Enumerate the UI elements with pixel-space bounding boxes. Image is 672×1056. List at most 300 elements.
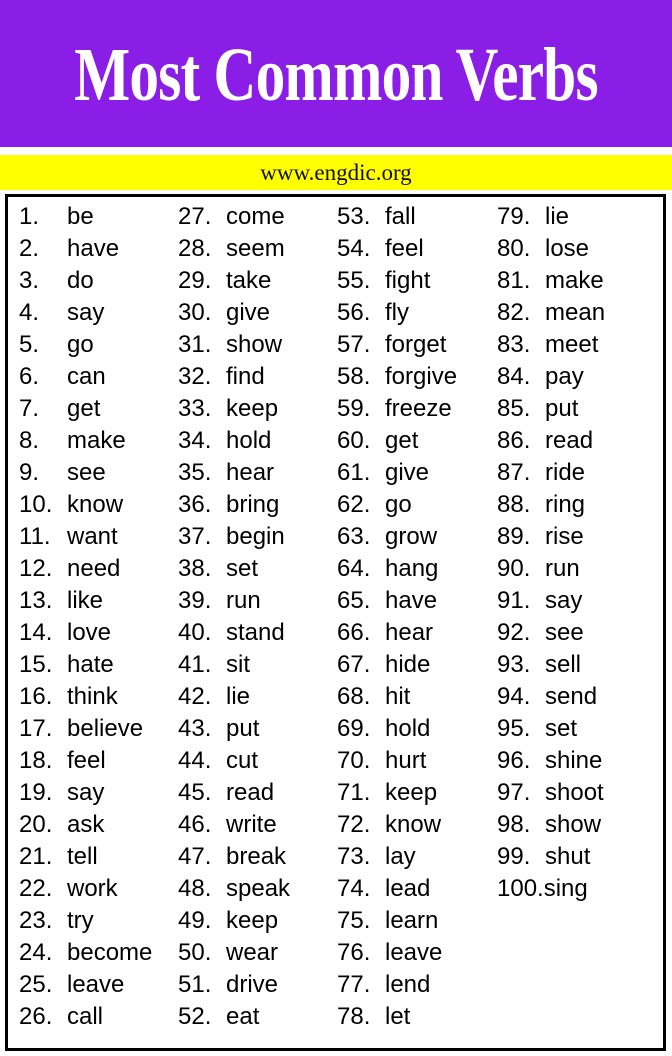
verb-list-item bbox=[19, 329, 152, 361]
verb-word: bring bbox=[226, 491, 280, 518]
verb-number: 13. bbox=[19, 587, 53, 614]
verb-list-item bbox=[337, 1001, 457, 1033]
verb-word: lie bbox=[226, 683, 251, 710]
verb-word: work bbox=[67, 875, 118, 902]
verb-word: sell bbox=[545, 651, 582, 678]
verb-number: 65. bbox=[337, 587, 371, 614]
verb-list-item bbox=[178, 649, 290, 681]
verb-number: 88. bbox=[497, 491, 531, 518]
verb-word: tell bbox=[67, 843, 98, 870]
verb-list-item bbox=[337, 585, 457, 617]
verb-number: 16. bbox=[19, 683, 53, 710]
verb-word: feel bbox=[67, 747, 106, 774]
verb-list-item bbox=[178, 265, 290, 297]
verb-number: 53. bbox=[337, 203, 371, 230]
verb-number: 76. bbox=[337, 939, 371, 966]
verb-list-item bbox=[497, 681, 605, 713]
verb-number: 91. bbox=[497, 587, 531, 614]
verb-list-item bbox=[19, 745, 152, 777]
verb-word: cut bbox=[226, 747, 259, 774]
verb-word: pay bbox=[545, 363, 584, 390]
verb-number: 52. bbox=[178, 1003, 212, 1030]
verb-word: call bbox=[67, 1003, 104, 1030]
verb-number: 90. bbox=[497, 555, 531, 582]
verb-list-item bbox=[497, 809, 605, 841]
verb-number: 7. bbox=[19, 395, 40, 422]
verb-list-item bbox=[178, 489, 290, 521]
verb-list-item bbox=[19, 553, 152, 585]
verb-number: 8. bbox=[19, 427, 40, 454]
verb-list-item bbox=[178, 361, 290, 393]
verb-list-item bbox=[337, 841, 457, 873]
verb-number: 22. bbox=[19, 875, 53, 902]
verb-list-item bbox=[19, 201, 152, 233]
verb-list-item bbox=[178, 425, 290, 457]
verb-number: 73. bbox=[337, 843, 371, 870]
verb-number: 60. bbox=[337, 427, 371, 454]
verb-word: ring bbox=[545, 491, 586, 518]
verb-word: go bbox=[385, 491, 412, 518]
verb-list-item bbox=[178, 329, 290, 361]
verb-list-item bbox=[337, 873, 457, 905]
verb-word: hang bbox=[385, 555, 439, 582]
verb-list-item bbox=[178, 905, 290, 937]
website-bar bbox=[0, 155, 672, 190]
verb-number: 12. bbox=[19, 555, 53, 582]
verb-word: meet bbox=[545, 331, 599, 358]
verb-word: show bbox=[545, 811, 602, 838]
verb-word: know bbox=[385, 811, 442, 838]
verb-word: hurt bbox=[385, 747, 427, 774]
verb-word: want bbox=[67, 523, 118, 550]
verb-list-item bbox=[497, 713, 605, 745]
verb-word: put bbox=[545, 395, 579, 422]
verb-word: know bbox=[67, 491, 124, 518]
verb-number: 30. bbox=[178, 299, 212, 326]
verb-list-item bbox=[19, 841, 152, 873]
verb-word: hold bbox=[385, 715, 431, 742]
verb-list-item bbox=[337, 809, 457, 841]
verb-word: like bbox=[67, 587, 104, 614]
verb-list-item bbox=[19, 905, 152, 937]
verb-list-item bbox=[337, 393, 457, 425]
verb-number: 84. bbox=[497, 363, 531, 390]
verb-word: hide bbox=[385, 651, 431, 678]
verb-column-3 bbox=[337, 201, 457, 1033]
verb-word: read bbox=[226, 779, 275, 806]
verb-number: 3. bbox=[19, 267, 40, 294]
verb-list-item bbox=[497, 841, 605, 873]
verb-word: put bbox=[226, 715, 260, 742]
verb-number: 56. bbox=[337, 299, 371, 326]
verb-number: 57. bbox=[337, 331, 371, 358]
verb-word: run bbox=[545, 555, 580, 582]
verb-word: lose bbox=[545, 235, 590, 262]
verb-word: hit bbox=[385, 683, 411, 710]
verb-number: 23. bbox=[19, 907, 53, 934]
verb-list-item bbox=[497, 265, 605, 297]
verb-list-item bbox=[497, 361, 605, 393]
verb-list-item bbox=[337, 777, 457, 809]
verb-number: 98. bbox=[497, 811, 531, 838]
verb-list-item bbox=[337, 937, 457, 969]
verb-word: let bbox=[385, 1003, 411, 1030]
verb-word: keep bbox=[226, 395, 279, 422]
verb-list-item bbox=[337, 745, 457, 777]
verb-word: rise bbox=[545, 523, 584, 550]
verb-word: do bbox=[67, 267, 94, 294]
verb-list-item bbox=[178, 617, 290, 649]
verb-word: need bbox=[67, 555, 121, 582]
verb-number: 25. bbox=[19, 971, 53, 998]
verb-word: mean bbox=[545, 299, 606, 326]
verb-number: 28. bbox=[178, 235, 212, 262]
verb-number: 96. bbox=[497, 747, 531, 774]
verb-number: 39. bbox=[178, 587, 212, 614]
verb-word: leave bbox=[385, 939, 443, 966]
verb-list-item bbox=[19, 585, 152, 617]
verb-list-item bbox=[337, 905, 457, 937]
verb-number: 20. bbox=[19, 811, 53, 838]
verb-number: 67. bbox=[337, 651, 371, 678]
verb-number: 40. bbox=[178, 619, 212, 646]
verb-list-item bbox=[497, 873, 605, 905]
verb-word: shut bbox=[545, 843, 591, 870]
verb-list-item bbox=[19, 1001, 152, 1033]
verb-list-item bbox=[497, 521, 605, 553]
verb-number: 75. bbox=[337, 907, 371, 934]
verb-list-item bbox=[19, 265, 152, 297]
verb-word: give bbox=[226, 299, 271, 326]
verb-number: 19. bbox=[19, 779, 53, 806]
verb-number: 26. bbox=[19, 1003, 53, 1030]
verb-word: say bbox=[67, 779, 105, 806]
verb-word: get bbox=[67, 395, 101, 422]
verb-word: learn bbox=[385, 907, 439, 934]
verb-word: see bbox=[545, 619, 584, 646]
verb-number: 27. bbox=[178, 203, 212, 230]
verb-list-item bbox=[178, 233, 290, 265]
verb-word: find bbox=[226, 363, 265, 390]
verb-word: make bbox=[67, 427, 126, 454]
verb-word: shine bbox=[545, 747, 603, 774]
verb-number: 64. bbox=[337, 555, 371, 582]
verb-list-item bbox=[19, 649, 152, 681]
verb-number: 18. bbox=[19, 747, 53, 774]
verb-word: hate bbox=[67, 651, 114, 678]
verb-word: sing bbox=[543, 875, 588, 902]
verb-number: 71. bbox=[337, 779, 371, 806]
verb-number: 51. bbox=[178, 971, 212, 998]
verb-word: hear bbox=[226, 459, 275, 486]
verb-number: 36. bbox=[178, 491, 212, 518]
verb-list-item bbox=[497, 489, 605, 521]
verb-list-item bbox=[178, 745, 290, 777]
verb-number: 87. bbox=[497, 459, 531, 486]
verb-word: fly bbox=[385, 299, 409, 326]
verb-word: drive bbox=[226, 971, 279, 998]
verb-number: 89. bbox=[497, 523, 531, 550]
verb-list-item bbox=[19, 489, 152, 521]
verb-word: feel bbox=[385, 235, 424, 262]
verb-number: 11. bbox=[19, 523, 51, 550]
verb-word: give bbox=[385, 459, 430, 486]
verb-list-item bbox=[178, 201, 290, 233]
verb-list-item bbox=[337, 617, 457, 649]
verb-word: ride bbox=[545, 459, 586, 486]
verb-list-item bbox=[178, 841, 290, 873]
verb-word: set bbox=[226, 555, 259, 582]
verb-number: 38. bbox=[178, 555, 212, 582]
verb-number: 24. bbox=[19, 939, 53, 966]
verb-word: sit bbox=[226, 651, 250, 678]
verb-word: try bbox=[67, 907, 94, 934]
verb-word: go bbox=[67, 331, 94, 358]
verb-number: 48. bbox=[178, 875, 212, 902]
verb-number: 93. bbox=[497, 651, 531, 678]
verb-word: make bbox=[545, 267, 604, 294]
verb-number: 33. bbox=[178, 395, 212, 422]
verb-list-box bbox=[5, 194, 666, 1051]
verb-list-item bbox=[497, 457, 605, 489]
verb-number: 81. bbox=[497, 267, 531, 294]
verb-number: 83. bbox=[497, 331, 531, 358]
verb-number: 68. bbox=[337, 683, 371, 710]
verb-number: 49. bbox=[178, 907, 212, 934]
verb-list-item bbox=[497, 297, 605, 329]
verb-list-item bbox=[337, 201, 457, 233]
verb-list-item bbox=[497, 745, 605, 777]
verb-list-item bbox=[337, 489, 457, 521]
verb-number: 34. bbox=[178, 427, 212, 454]
verb-list-item bbox=[19, 969, 152, 1001]
verb-number: 44. bbox=[178, 747, 212, 774]
verb-word: stand bbox=[226, 619, 285, 646]
verb-list-item bbox=[19, 809, 152, 841]
verb-list-item bbox=[19, 233, 152, 265]
verb-word: wear bbox=[226, 939, 279, 966]
verb-word: keep bbox=[226, 907, 279, 934]
verb-list-item bbox=[497, 393, 605, 425]
verb-number: 72. bbox=[337, 811, 371, 838]
verb-list-item bbox=[337, 649, 457, 681]
verb-number: 54. bbox=[337, 235, 371, 262]
verb-word: send bbox=[545, 683, 598, 710]
verb-word: speak bbox=[226, 875, 291, 902]
verb-number: 62. bbox=[337, 491, 371, 518]
verb-list-item bbox=[337, 969, 457, 1001]
verb-list-item bbox=[178, 681, 290, 713]
verb-word: believe bbox=[67, 715, 144, 742]
verb-number: 42. bbox=[178, 683, 212, 710]
verb-column-1 bbox=[19, 201, 152, 1033]
verb-word: have bbox=[385, 587, 438, 614]
verb-word: grow bbox=[385, 523, 438, 550]
verb-list-item bbox=[178, 937, 290, 969]
verb-list-item bbox=[178, 393, 290, 425]
verb-number: 6. bbox=[19, 363, 40, 390]
verb-word: see bbox=[67, 459, 106, 486]
verb-word: begin bbox=[226, 523, 285, 550]
verb-list-item bbox=[337, 329, 457, 361]
verb-number: 32. bbox=[178, 363, 212, 390]
verb-word: become bbox=[67, 939, 153, 966]
verb-word: keep bbox=[385, 779, 438, 806]
verb-word: lead bbox=[385, 875, 431, 902]
verb-word: run bbox=[226, 587, 261, 614]
verb-number: 70. bbox=[337, 747, 371, 774]
verb-list-item bbox=[497, 649, 605, 681]
verb-number: 61. bbox=[337, 459, 371, 486]
verb-word: forgive bbox=[385, 363, 458, 390]
verb-number: 79. bbox=[497, 203, 531, 230]
verb-list-item bbox=[178, 521, 290, 553]
verb-list-item bbox=[178, 969, 290, 1001]
verb-column-2 bbox=[178, 201, 290, 1033]
verb-word: think bbox=[67, 683, 118, 710]
verb-number: 15. bbox=[19, 651, 53, 678]
verb-word: lay bbox=[385, 843, 416, 870]
verb-word: ask bbox=[67, 811, 105, 838]
verb-list-item bbox=[178, 457, 290, 489]
verb-number: 43. bbox=[178, 715, 212, 742]
verb-list-item bbox=[19, 297, 152, 329]
verb-list-item bbox=[337, 297, 457, 329]
verb-word: read bbox=[545, 427, 594, 454]
verb-list-item bbox=[19, 521, 152, 553]
verb-word: be bbox=[67, 203, 94, 230]
verb-number: 82. bbox=[497, 299, 531, 326]
verb-list-item bbox=[337, 713, 457, 745]
verb-number: 63. bbox=[337, 523, 371, 550]
verb-list-item bbox=[19, 617, 152, 649]
verb-word: fall bbox=[385, 203, 416, 230]
verb-list-item bbox=[497, 585, 605, 617]
verb-list-item bbox=[337, 265, 457, 297]
verb-number: 41. bbox=[178, 651, 212, 678]
verb-number: 45. bbox=[178, 779, 212, 806]
verb-number: 46. bbox=[178, 811, 212, 838]
website-url: www.engdic.org bbox=[260, 160, 412, 185]
verb-number: 1. bbox=[19, 203, 40, 230]
verb-list-item bbox=[337, 457, 457, 489]
verb-word: say bbox=[67, 299, 105, 326]
verb-number: 29. bbox=[178, 267, 212, 294]
verb-word: seem bbox=[226, 235, 285, 262]
verb-column-4 bbox=[497, 201, 605, 905]
verb-number: 92. bbox=[497, 619, 531, 646]
verb-word: set bbox=[545, 715, 578, 742]
verb-number: 80. bbox=[497, 235, 531, 262]
verb-list-item bbox=[337, 361, 457, 393]
verb-number: 78. bbox=[337, 1003, 371, 1030]
verb-list-item bbox=[337, 681, 457, 713]
verb-number: 99. bbox=[497, 843, 531, 870]
verb-list-item bbox=[497, 201, 605, 233]
verb-list-item bbox=[19, 713, 152, 745]
verb-word: shoot bbox=[545, 779, 604, 806]
verb-list-item bbox=[497, 425, 605, 457]
verb-word: write bbox=[226, 811, 277, 838]
verb-number: 50. bbox=[178, 939, 212, 966]
verb-list-item bbox=[178, 585, 290, 617]
verb-list-item bbox=[337, 233, 457, 265]
verb-list-item bbox=[19, 425, 152, 457]
verb-word: lie bbox=[545, 203, 570, 230]
verb-word: forget bbox=[385, 331, 447, 358]
verb-word: hold bbox=[226, 427, 272, 454]
verb-word: can bbox=[67, 363, 106, 390]
verb-list-item bbox=[337, 425, 457, 457]
verb-number: 31. bbox=[178, 331, 212, 358]
verb-number: 55. bbox=[337, 267, 371, 294]
verb-word: hear bbox=[385, 619, 434, 646]
verb-list-item bbox=[19, 777, 152, 809]
verb-number: 4. bbox=[19, 299, 40, 326]
verb-list-item bbox=[497, 233, 605, 265]
verb-list-item bbox=[19, 937, 152, 969]
verb-list-item bbox=[178, 553, 290, 585]
verb-word: have bbox=[67, 235, 120, 262]
verb-number: 35. bbox=[178, 459, 212, 486]
verb-list-item bbox=[497, 777, 605, 809]
verb-number: 14. bbox=[19, 619, 53, 646]
verb-word: fight bbox=[385, 267, 431, 294]
verb-number: 21. bbox=[19, 843, 53, 870]
verb-number: 5. bbox=[19, 331, 40, 358]
verb-list-item bbox=[178, 809, 290, 841]
verb-list-item bbox=[497, 553, 605, 585]
verb-list-item bbox=[19, 457, 152, 489]
verb-list-item bbox=[337, 521, 457, 553]
verb-number: 66. bbox=[337, 619, 371, 646]
verb-word: love bbox=[67, 619, 112, 646]
verb-word: come bbox=[226, 203, 285, 230]
verb-number: 74. bbox=[337, 875, 371, 902]
verb-number: 59. bbox=[337, 395, 371, 422]
verb-list-item bbox=[337, 553, 457, 585]
verb-word: lend bbox=[385, 971, 431, 998]
verb-number: 10. bbox=[19, 491, 53, 518]
verb-list-item bbox=[178, 1001, 290, 1033]
verb-number: 95. bbox=[497, 715, 531, 742]
page-title: Most Common Verbs bbox=[74, 33, 598, 117]
verb-number: 9. bbox=[19, 459, 40, 486]
verb-number: 37. bbox=[178, 523, 212, 550]
verb-list-item bbox=[178, 713, 290, 745]
verb-word: eat bbox=[226, 1003, 260, 1030]
verb-number: 77. bbox=[337, 971, 371, 998]
verb-word: take bbox=[226, 267, 272, 294]
verb-list-item bbox=[178, 297, 290, 329]
verb-list-item bbox=[19, 393, 152, 425]
verb-number: 94. bbox=[497, 683, 531, 710]
verb-word: leave bbox=[67, 971, 125, 998]
verb-word: show bbox=[226, 331, 283, 358]
verb-word: say bbox=[545, 587, 583, 614]
verb-number: 97. bbox=[497, 779, 531, 806]
title-banner bbox=[0, 0, 672, 147]
verb-list-item bbox=[19, 873, 152, 905]
verb-list-item bbox=[497, 617, 605, 649]
verb-list-item bbox=[178, 873, 290, 905]
verb-number: 17. bbox=[19, 715, 53, 742]
verb-list-item bbox=[19, 681, 152, 713]
verb-number: 47. bbox=[178, 843, 212, 870]
verb-list-item bbox=[178, 777, 290, 809]
verb-word: break bbox=[226, 843, 287, 870]
verb-number: 86. bbox=[497, 427, 531, 454]
